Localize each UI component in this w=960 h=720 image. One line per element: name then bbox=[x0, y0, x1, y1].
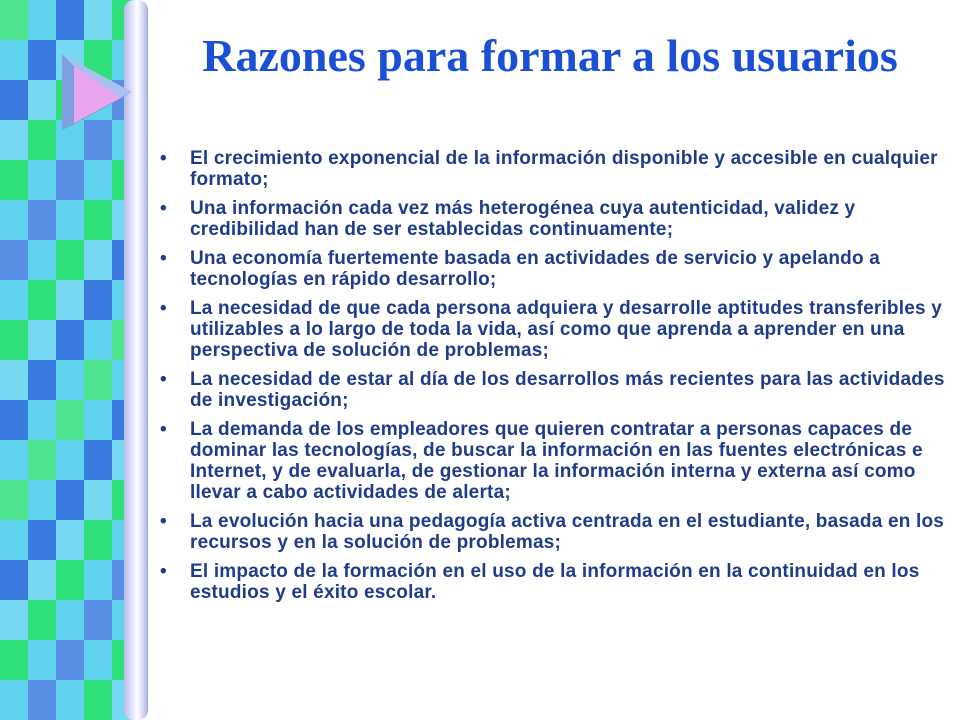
pattern-tile bbox=[56, 440, 84, 480]
bullet-text: El crecimiento exponencial de la información disponible y accesible en cualquier formato; bbox=[190, 148, 938, 190]
pattern-tile bbox=[0, 240, 28, 280]
pattern-tile bbox=[56, 520, 84, 560]
pattern-tile bbox=[28, 40, 56, 80]
pattern-tile bbox=[56, 0, 84, 40]
pattern-tile bbox=[56, 360, 84, 400]
pattern-tile bbox=[28, 560, 56, 600]
pattern-tile bbox=[28, 360, 56, 400]
bullet-icon: • bbox=[160, 198, 167, 219]
pattern-tile bbox=[0, 640, 28, 680]
pattern-tile bbox=[56, 200, 84, 240]
triangle-pointer-icon bbox=[56, 48, 138, 136]
pattern-tile bbox=[56, 280, 84, 320]
pattern-tile bbox=[84, 320, 112, 360]
list-item bbox=[160, 198, 952, 240]
pattern-tile bbox=[84, 360, 112, 400]
pattern-tile bbox=[0, 120, 28, 160]
bullet-text: La necesidad de estar al día de los desarrollos más recientes para las actividades de investigación; bbox=[190, 369, 945, 411]
pattern-tile bbox=[28, 320, 56, 360]
list-item bbox=[160, 369, 952, 411]
pattern-tile bbox=[56, 240, 84, 280]
pattern-tile bbox=[56, 600, 84, 640]
bullet-text: La demanda de los empleadores que quieren contratar a personas capaces de dominar las tecnologías, de buscar la información en las fuentes electrónicas e Internet, y de evaluarla, de gestionar la información interna y externa así como llevar a cabo actividades de alerta; bbox=[190, 419, 923, 503]
pattern-tile bbox=[56, 160, 84, 200]
pattern-tile bbox=[28, 200, 56, 240]
list-item bbox=[160, 561, 952, 603]
pattern-tile bbox=[28, 0, 56, 40]
pattern-tile bbox=[0, 200, 28, 240]
tile-column bbox=[0, 0, 28, 720]
bullet-icon: • bbox=[160, 248, 167, 269]
pattern-tile bbox=[56, 320, 84, 360]
pattern-tile bbox=[56, 640, 84, 680]
pattern-tile bbox=[84, 560, 112, 600]
pattern-tile bbox=[56, 480, 84, 520]
pattern-tile bbox=[0, 160, 28, 200]
bullet-icon: • bbox=[160, 511, 167, 532]
pattern-tile bbox=[28, 640, 56, 680]
bullet-text: El impacto de la formación en el uso de la información en la continuidad en los estudios y el éxito escolar. bbox=[190, 561, 920, 603]
list-item bbox=[160, 248, 952, 290]
pattern-tile bbox=[0, 80, 28, 120]
pattern-tile bbox=[0, 600, 28, 640]
pattern-tile bbox=[0, 400, 28, 440]
pattern-tile bbox=[28, 400, 56, 440]
pattern-tile bbox=[56, 560, 84, 600]
pattern-tile bbox=[28, 240, 56, 280]
pattern-tile bbox=[84, 240, 112, 280]
pattern-tile bbox=[0, 280, 28, 320]
pattern-tile bbox=[0, 680, 28, 720]
pattern-tile bbox=[28, 680, 56, 720]
pattern-tile bbox=[84, 440, 112, 480]
pattern-tile bbox=[84, 480, 112, 520]
pattern-tile bbox=[0, 520, 28, 560]
list-item bbox=[160, 419, 952, 503]
pattern-tile bbox=[28, 600, 56, 640]
bullet-icon: • bbox=[160, 298, 167, 319]
pattern-tile bbox=[0, 560, 28, 600]
pattern-tile bbox=[84, 280, 112, 320]
pattern-tile bbox=[0, 480, 28, 520]
pattern-tile bbox=[84, 160, 112, 200]
pattern-tile bbox=[84, 200, 112, 240]
bullet-text: La necesidad de que cada persona adquiera y desarrolle aptitudes transferibles y utilizables a lo largo de toda la vida, así como que aprenda a aprender en una perspectiva de solución de problemas; bbox=[190, 298, 942, 361]
pattern-tile bbox=[56, 400, 84, 440]
bullet-icon: • bbox=[160, 148, 167, 169]
pattern-tile bbox=[28, 440, 56, 480]
pattern-tile bbox=[28, 480, 56, 520]
bullet-list bbox=[160, 148, 952, 611]
pattern-tile bbox=[0, 40, 28, 80]
bullet-text: Una economía fuertemente basada en actividades de servicio y apelando a tecnologías en rápido desarrollo; bbox=[190, 248, 881, 290]
pattern-tile bbox=[84, 400, 112, 440]
list-item bbox=[160, 511, 952, 553]
pattern-tile bbox=[0, 440, 28, 480]
pattern-tile bbox=[28, 160, 56, 200]
slide-title: Razones para formar a los usuarios bbox=[202, 30, 898, 81]
tile-column bbox=[28, 0, 56, 720]
pattern-tile bbox=[84, 520, 112, 560]
pattern-tile bbox=[0, 360, 28, 400]
bullet-icon: • bbox=[160, 561, 167, 582]
bullet-text: Una información cada vez más heterogénea cuya autenticidad, validez y credibilidad han de ser establecidas continuamente; bbox=[190, 198, 856, 240]
pattern-tile bbox=[0, 320, 28, 360]
pattern-tile bbox=[28, 120, 56, 160]
pattern-tile bbox=[0, 0, 28, 40]
bullet-text: La evolución hacia una pedagogía activa centrada en el estudiante, basada en los recursos y en la solución de problemas; bbox=[190, 511, 945, 553]
bullet-icon: • bbox=[160, 419, 167, 440]
pattern-tile bbox=[84, 640, 112, 680]
bullet-icon: • bbox=[160, 369, 167, 390]
list-item bbox=[160, 148, 952, 190]
pattern-tile bbox=[84, 680, 112, 720]
list-item bbox=[160, 298, 952, 361]
pattern-tile bbox=[84, 600, 112, 640]
pattern-tile bbox=[56, 680, 84, 720]
pattern-tile bbox=[84, 0, 112, 40]
pattern-tile bbox=[28, 280, 56, 320]
pattern-tile bbox=[28, 520, 56, 560]
pattern-tile bbox=[28, 80, 56, 120]
